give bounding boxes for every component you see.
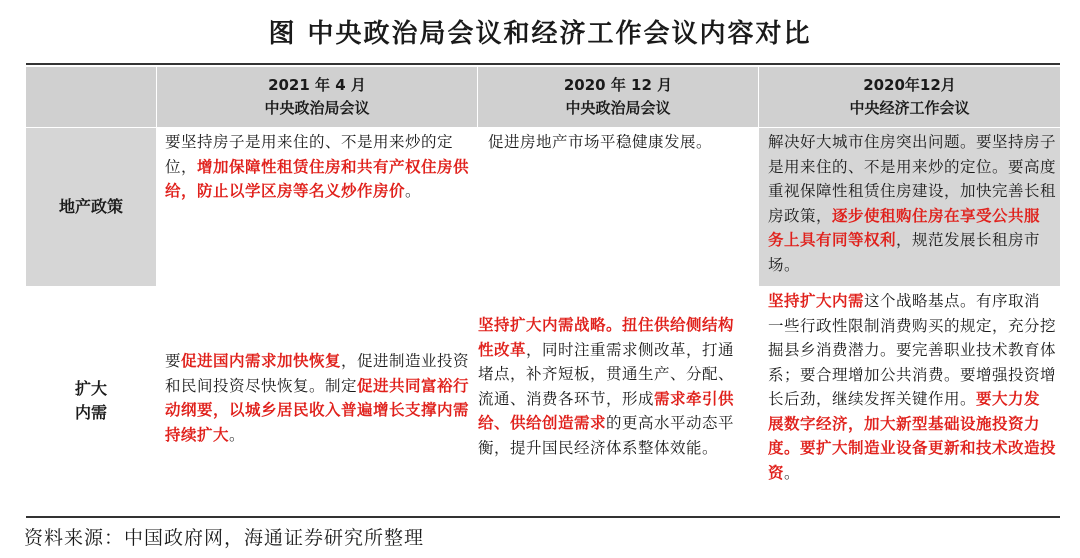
header-col-3-meeting: 中央经济工作会议 [849,99,970,117]
cell-property-col3 [768,130,1056,277]
source-note: 资料来源：中国政府网，海通证券研究所整理 [24,526,425,549]
header-col-2 [478,67,758,127]
highlighted-text: 坚持扩大内需 [768,291,865,310]
cell-property-col2 [488,130,750,155]
body-text: ，规范发展长租房市场。 [768,231,1041,274]
header-col-1 [157,67,477,127]
body-text: 解决好大城市住房突出问题。要坚持房子是用来住的、不是用来炒的定位。要高度重视保障性租赁住房建设，加快完善长租房政策， [768,133,1057,225]
body-text: 的更高水平动态平衡，提升国民经济体系整体效能。 [478,414,735,457]
cell-demand-col3 [768,289,1056,485]
body-text: 这个战略基点。有序取消一些行政性限制消费购买的规定，充分挖掘县乡消费潜力。要完善职业技术教育体系；要合理增加公共消费。要增强投资增长后劲，继续发挥关键作用。 [768,292,1057,408]
cell-demand-col2 [478,313,748,460]
header-col-2-date: 2020 年 12 月 [563,76,673,94]
body-text: ，促进制造业投资和民间投资尽快恢复。制定 [165,352,470,395]
body-text: 要坚持房子是用来住的、不是用来炒的定位， [165,133,454,176]
highlighted-text: 需求牵引供给、供给创造需求 [478,388,735,432]
top-rule [26,63,1060,65]
header-col-2-meeting: 中央政治局会议 [565,99,671,117]
header-col-1-date: 2021 年 4 月 [268,76,366,94]
highlighted-text: 促进国内需求加快恢复 [181,351,342,370]
row-label-demand-line-1: 扩大 [74,379,107,398]
header-col-1-meeting: 中央政治局会议 [264,99,370,117]
highlighted-text: 增加保障性租赁住房和共有产权住房供给，防止以学区房等名义炒作房价 [165,156,470,200]
body-text: 。 [405,182,422,200]
body-text: 。 [784,463,801,482]
cell-demand-col1 [165,349,470,447]
header-col-3 [759,67,1060,127]
body-text: 。 [229,425,246,444]
highlighted-text: 促进共同富裕行动纲要，以城乡居民收入普遍增长支撑内需持续扩大 [165,375,470,444]
row-label-property-line: 地产政策 [58,197,123,216]
row-label-demand-line-2: 内需 [74,403,107,422]
header-corner [26,67,156,127]
figure-title: 图 中央政治局会议和经济工作会议内容对比 [268,18,812,49]
cell-property-col1 [165,130,470,204]
body-text: 要 [165,352,182,370]
body-text: ，同时注重需求侧改革，打通堵点，补齐短板，贯通生产、分配、流通、消费各环节，形成 [478,340,735,408]
highlighted-text: 坚持扩大内需战略。扭住供给侧结构性改革 [478,315,735,359]
row-label-property [26,128,156,286]
highlighted-text: 逐步使租购住房在享受公共服务上具有同等权利 [768,205,1041,249]
highlighted-text: 要大力发展数字经济，加大新型基础设施投资力度。要扩大制造业设备更新和技术改造投资 [768,389,1057,482]
body-text: 促进房地产市场平稳健康发展。 [488,133,713,151]
header-col-3-date: 2020年12月 [863,76,956,94]
bottom-rule [26,516,1060,518]
row-label-demand [26,287,156,515]
